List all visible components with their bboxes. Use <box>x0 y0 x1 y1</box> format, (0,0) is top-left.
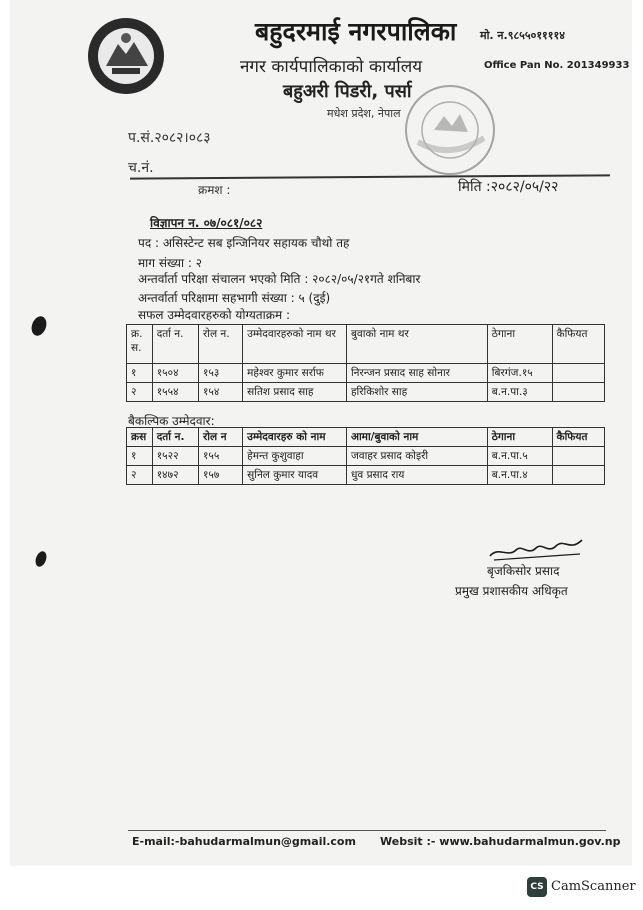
mobile-number: मो. न.९८५५०११११४ <box>480 29 565 42</box>
office-location: बहुअरी पिडरी, पर्सा <box>283 81 412 102</box>
post-name: पद : असिस्टेन्ट सब इन्जिनियर सहायक चौथो तह <box>138 236 350 250</box>
camscanner-watermark: CamScanner <box>551 879 636 894</box>
table-cell: २ <box>127 383 153 402</box>
table-cell: १५२२ <box>152 447 198 466</box>
table-header-cell: क्रस <box>127 428 153 447</box>
table-row <box>127 364 605 383</box>
table-cell <box>552 383 604 402</box>
table-header-cell: दर्ता न. <box>152 428 198 447</box>
table-cell: हेमन्त कुशुवाहा <box>243 447 347 466</box>
table-header-cell: बुवाको नाम थर <box>346 325 487 364</box>
signature-scribble-icon <box>484 532 588 566</box>
table-header-cell: ठेगाना <box>487 325 552 364</box>
table-header-cell: उम्मेदवारहरु को नाम <box>243 428 347 447</box>
table-cell: १५३ <box>198 364 242 383</box>
table-cell: सतिश प्रसाद साह <box>243 383 347 402</box>
table-row <box>127 383 605 402</box>
alternate-heading: बैकल्पिक उम्मेदवार: <box>128 414 215 428</box>
table-header-cell: उम्मेदवारहरुको नाम थर <box>243 325 347 364</box>
table-header-row <box>127 428 605 447</box>
dispatch-number: च.नं. <box>128 160 154 176</box>
table-header-cell: दर्ता न. <box>152 325 198 364</box>
table-header-cell: कैफियत <box>552 325 604 364</box>
table-header-cell: आमा/बुवाको नाम <box>346 428 487 447</box>
footer-website: Websit :- www.bahudarmalmun.gov.np <box>380 835 621 848</box>
table-header-cell: ठेगाना <box>487 428 552 447</box>
table-cell: १ <box>127 447 153 466</box>
municipality-name: बहुदरमाई नगरपालिका <box>255 17 457 46</box>
table-header-cell: कैफियत <box>552 428 604 447</box>
table-cell: १४७२ <box>152 466 198 485</box>
table-cell: १५५४ <box>152 383 198 402</box>
table-cell <box>552 466 604 485</box>
table-header-row <box>127 325 605 364</box>
office-name: नगर कार्यपालिकाको कार्यालय <box>240 57 423 77</box>
serial-label: क्रमश : <box>198 183 231 197</box>
table-cell: महेश्वर कुमार सर्राफ <box>243 364 347 383</box>
table-cell: २ <box>127 466 153 485</box>
footer-email: E-mail:-bahudarmalmun@gmail.com <box>132 835 356 848</box>
table-cell: बिरगंज.१५ <box>487 364 552 383</box>
table-cell: हरिकिशोर साह <box>346 383 487 402</box>
table-cell: ब.न.पा.३ <box>487 383 552 402</box>
table-cell: निरन्जन प्रसाद साह सोनार <box>346 364 487 383</box>
success-heading: सफल उम्मेदवारहरुको योग्यताक्रम : <box>138 308 290 322</box>
office-pan-number: Office Pan No. 201349933 <box>484 60 630 71</box>
alternate-candidates-table <box>126 427 605 485</box>
footer-divider <box>128 830 606 831</box>
document-date: मिति :२०८२/०५/२२ <box>458 179 559 195</box>
table-cell: १५७ <box>198 466 242 485</box>
province-name: मधेश प्रदेश, नेपाल <box>327 107 401 120</box>
municipality-emblem-icon <box>84 14 168 98</box>
camscanner-logo-icon: CS <box>527 877 547 897</box>
participant-count: अन्तर्वार्ता परिक्षामा सहभागी संख्या : ५ (दुई) <box>138 291 331 305</box>
table-row <box>127 447 605 466</box>
successful-candidates-table <box>126 324 605 402</box>
reference-number: प.सं.२०८२।०८३ <box>128 130 211 146</box>
table-header-cell: रोल न. <box>198 325 242 364</box>
advertisement-number: विज्ञापन न. ०७/०८१/०८२ <box>150 216 263 230</box>
table-cell: ब.न.पा.४ <box>487 466 552 485</box>
table-cell: १५४ <box>198 383 242 402</box>
table-row <box>127 466 605 485</box>
table-cell: सुनिल कुमार यादव <box>243 466 347 485</box>
table-cell: १५५ <box>198 447 242 466</box>
official-stamp-icon <box>398 82 504 178</box>
table-header-cell: क्र. स. <box>127 325 153 364</box>
demand-count: माग संख्या : २ <box>138 256 202 270</box>
table-cell: १ <box>127 364 153 383</box>
table-cell <box>552 447 604 466</box>
table-cell: १५०४ <box>152 364 198 383</box>
table-cell: ब.न.पा.५ <box>487 447 552 466</box>
table-header-cell: रोल न <box>198 428 242 447</box>
table-cell: जवाहर प्रसाद कोइरी <box>346 447 487 466</box>
table-cell <box>552 364 604 383</box>
signatory-designation: प्रमुख प्रशासकीय अधिकृत <box>455 584 568 598</box>
table-cell: धुव प्रसाद राय <box>346 466 487 485</box>
signatory-name: बृजकिसोर प्रसाद <box>487 564 560 578</box>
interview-date: अन्तर्वार्ता परिक्षा संचालन भएको मिति : २०८२/०५/२१गते शनिबार <box>138 272 421 286</box>
